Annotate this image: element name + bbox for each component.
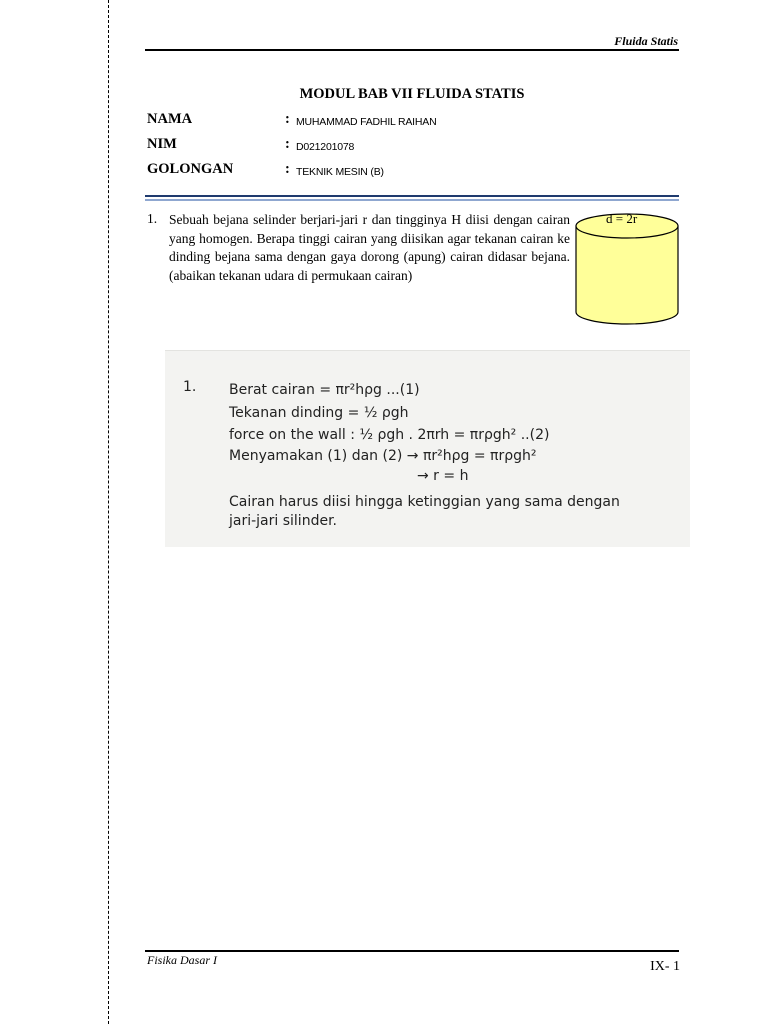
field-colon: :: [285, 111, 290, 127]
handwritten-line: 1.: [183, 379, 197, 395]
footer-rule: [145, 950, 679, 952]
field-label-golongan: GOLONGAN: [147, 161, 234, 177]
footer-course: Fisika Dasar I: [147, 953, 217, 967]
field-colon: :: [285, 161, 290, 177]
handwritten-line: force on the wall : ½ ρgh . 2πrh = πrρgh² ..(2): [229, 427, 550, 443]
header-rule: [145, 49, 679, 51]
section-rule-shadow: [145, 199, 679, 201]
field-label-nim: NIM: [147, 136, 177, 152]
field-value-golongan: TEKNIK MESIN (B): [296, 166, 384, 178]
dashed-margin-line: [108, 0, 109, 1024]
field-label-nama: NAMA: [147, 111, 193, 127]
handwritten-line: Berat cairan = πr²hρg ...(1): [229, 382, 420, 398]
question-text: Sebuah bejana selinder berjari-jari r dan tingginya H diisi dengan cairan yang homogen. Berapa tinggi cairan yang diisikan agar tekanan cairan ke dinding bejana sama dengan gaya dorong (apung) cairan didasar bejana.(abaikan tekanan udara di permukaan cairan): [169, 212, 570, 283]
handwritten-line: → r = h: [417, 468, 469, 484]
cylinder-figure: [574, 212, 680, 330]
handwritten-answer-photo: [165, 350, 690, 547]
handwritten-line: Cairan harus diisi hingga ketinggian yang sama dengan: [229, 494, 620, 510]
handwritten-line: Tekanan dinding = ½ ρgh: [229, 405, 409, 421]
handwritten-line: jari-jari silinder.: [229, 513, 337, 529]
field-colon: :: [285, 136, 290, 152]
handwritten-line: Menyamakan (1) dan (2) → πr²hρg = πrρgh²: [229, 448, 537, 464]
page-number: IX- 1: [650, 959, 680, 974]
document-title: MODUL BAB VII FLUIDA STATIS: [299, 86, 525, 102]
field-value-nim: D021201078: [296, 141, 355, 153]
question-number: 1.: [147, 211, 158, 226]
field-value-nama: MUHAMMAD FADHIL RAIHAN: [296, 116, 437, 128]
section-rule: [145, 195, 679, 197]
cylinder-diameter-label: d = 2r: [606, 211, 638, 226]
running-header: Fluida Statis: [614, 34, 678, 48]
